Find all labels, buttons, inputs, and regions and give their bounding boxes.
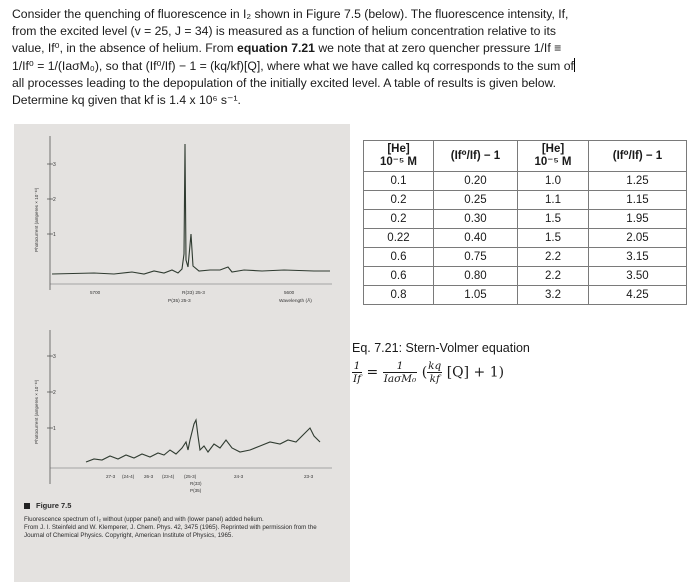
column-header [434,141,518,172]
table-cell: 0.40 [434,229,518,248]
stern-volmer-equation [352,360,504,385]
header-top: (If⁰/If) − 1 [612,149,663,162]
lower-band-label: (23-4) [162,474,175,479]
lower-band-label: 24-3 [234,474,244,479]
table-cell: 1.0 [518,172,589,191]
table-cell: 0.22 [364,229,434,248]
spectrum-figure [14,124,350,582]
caption-line: Journal of Chemical Physics. Copyright, American Institute of Physics, 1965. [24,532,234,539]
equation-equals-sign: = [366,364,379,381]
header-bottom: 10⁻⁵ M [534,156,572,168]
lower-tick-2: 2 [53,390,56,396]
upper-peak-label-p35: P(35) 25-3 [168,299,191,304]
table-row [364,286,687,305]
lower-band-label: 23-3 [304,474,314,479]
header-bottom: 10⁻⁵ M [379,156,418,168]
table-cell: 1.5 [518,210,589,229]
figure-caption-title [24,502,342,510]
table-row [364,267,687,286]
lower-tick-3: 3 [53,354,56,360]
table-cell: 1.25 [589,172,687,191]
table-cell: 2.05 [589,229,687,248]
text-cursor [574,58,575,72]
table-row [364,191,687,210]
column-header [364,141,434,172]
caption-line: From J. I. Steinfeld and W. Klemperer, J. Chem. Phys. 42, 3475 (1965). Reprinted with permission from the [24,524,317,531]
upper-y-axis-label: Photocurrent (amperes × 10⁻¹¹) [34,187,39,252]
table-cell: 1.05 [434,286,518,305]
table-cell: 2.2 [518,248,589,267]
results-table [363,140,687,305]
equation-reference: equation 7.21 [237,41,315,56]
problem-text: value, If⁰, in the absence of helium. From [12,41,238,56]
problem-statement [12,6,672,109]
problem-line: all processes leading to the depopulation of the initially excited level. A table of results is given below. [12,75,557,90]
caption-line: Fluorescence spectrum of I₂ without (upper panel) and with (lower panel) added helium. [24,516,264,523]
upper-x-label-5600: 5600 [284,290,295,295]
header-top: [He] [541,143,565,155]
table-cell: 3.2 [518,286,589,305]
figure-title-text: Figure 7.5 [36,501,72,510]
table-cell: 3.50 [589,267,687,286]
equation-rhs-fraction [383,360,418,385]
table-row [364,248,687,267]
problem-text: 1/If⁰ = 1/(IaσM₀), so that (If⁰/If) − 1 = (kq/kf)[Q], where what we have called kq corresponds to the sum of [12,58,574,73]
upper-x-label-5700: 5700 [90,290,101,295]
lower-band-label: (25-3) [184,474,197,479]
table-cell: 1.1 [518,191,589,210]
lower-tick-1: 1 [53,426,56,432]
table-cell: 4.25 [589,286,687,305]
table-cell: 1.15 [589,191,687,210]
table-cell: 0.80 [434,267,518,286]
table-row [364,229,687,248]
lower-band-label: 27-3 [106,474,116,479]
problem-text: we note that at zero quencher pressure 1/If ≡ [314,41,562,56]
upper-x-axis-label: Wavelength (Å) [279,299,312,304]
problem-line: Determine kq given that kf is 1.4 x 10⁶ s⁻¹. [12,93,241,108]
equation-rate-ratio [427,360,442,385]
equation-rhs-numerator: 1 [383,360,418,373]
lower-band-label: R(33) [190,481,202,486]
lower-band-label: (24-4) [122,474,135,479]
equation-title: Eq. 7.21: Stern-Volmer equation [352,341,530,355]
table-cell: 0.25 [434,191,518,210]
column-header [589,141,687,172]
table-cell: 0.75 [434,248,518,267]
table-cell: 1.5 [518,229,589,248]
table-cell: 0.20 [434,172,518,191]
equation-ratio-denominator: kf [429,373,440,385]
table-cell: 0.1 [364,172,434,191]
upper-tick-2: 2 [53,197,56,203]
problem-line: from the excited level (v = 25, J = 34) is measured as a function of helium concentration relative to its [12,24,556,39]
problem-line: Consider the quenching of fluorescence in I₂ shown in Figure 7.5 (below). The fluorescence intensity, If, [12,7,569,21]
equation-tail: [Q] + 1) [446,364,505,381]
table-cell: 0.8 [364,286,434,305]
caption-bullet-icon [24,503,30,509]
upper-tick-1: 1 [53,232,56,238]
table-cell: 0.6 [364,248,434,267]
header-top: (If⁰/If) − 1 [450,149,501,162]
table-cell: 1.95 [589,210,687,229]
equation-rhs-denominator: IaσM₀ [383,373,417,385]
table-cell: 3.15 [589,248,687,267]
equation-lhs-denominator: If [353,373,362,385]
lower-band-label: P(35) [190,488,202,493]
equation-lhs-fraction [352,360,362,385]
problem-line [12,40,672,57]
table-row [364,172,687,191]
table-body [364,172,687,305]
equation-open-paren: ( [421,364,428,381]
table-cell: 2.2 [518,267,589,286]
table-cell: 0.6 [364,267,434,286]
column-header [518,141,589,172]
upper-tick-3: 3 [53,162,56,168]
lower-band-label: 26-3 [144,474,154,479]
equation-lhs-numerator: 1 [353,360,361,372]
table-cell: 0.2 [364,210,434,229]
header-top: [He] [387,143,410,155]
lower-y-axis-label: Photocurrent (amperes × 10⁻¹¹) [34,379,39,444]
table-cell: 0.2 [364,191,434,210]
table-cell: 0.30 [434,210,518,229]
upper-peak-label-r33: R(33) 25-3 [182,291,205,296]
figure-caption [24,502,342,540]
table-row [364,210,687,229]
problem-line [12,58,672,75]
equation-ratio-numerator: kq [428,360,442,372]
table-header-row [364,141,687,172]
